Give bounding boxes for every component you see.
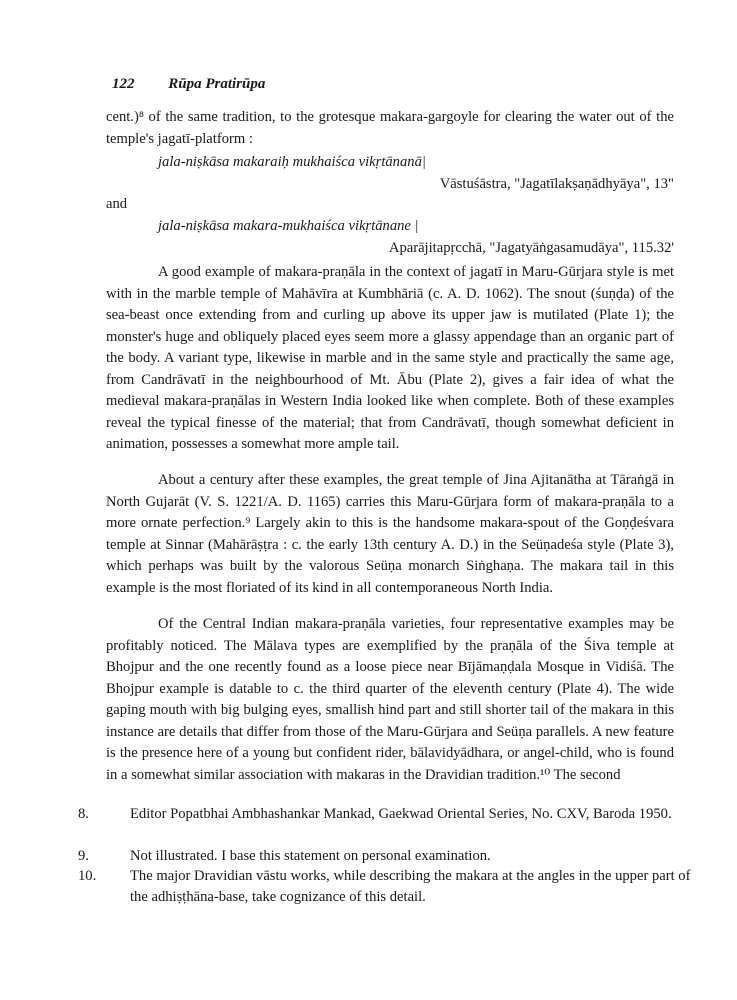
verse-2-source: Aparājitapṛcchā, "Jagatyāṅgasamudāya", 115.32': [388, 240, 674, 256]
footnote-8: [78, 804, 700, 825]
verse-1: jala-niṣkāsa makaraiḥ mukhaiśca vikṛtānanā|: [158, 154, 426, 170]
footnote-8-text: Editor Popatbhai Ambhashankar Mankad, Gaekwad Oriental Series, No. CXV, Baroda 1950.: [130, 806, 672, 822]
footnote-9-text: Not illustrated. I base this statement on personal examination.: [130, 848, 491, 864]
footnote-10: [78, 866, 700, 908]
footnote-10-number: 10.: [78, 868, 97, 884]
paragraph-central-india: Of the Central Indian makara-praṇāla varieties, four representative examples may be profitably noticed. The Mālava types are exemplified by the praṇāla of the Śiva temple at Bhojpur and the one recently found as a loose piece near Bījāmaṇḍala Mosque in Vidiśā. The Bhojpur example is datable to c. the third quarter of the eleventh century (Plate 4). The wide gaping mouth with big bulging eyes, smallish hind part and still shorter tail of the makara in this instance are details that differ from those of the Maru-Gūrjara and Seüṇa parallels. A new feature is the presence here of a young but confident rider, bālavidyādhara, or angel-child, who is found in a somewhat similar association with makaras in the Dravidian tradition.¹⁰ The second: [106, 616, 674, 783]
running-title: Rūpa Pratirūpa: [168, 76, 266, 92]
opening-paragraph: cent.)⁸ of the same tradition, to the grotesque makara-gargoyle for clearing the water out of the temple's jagatī-platform :: [106, 109, 674, 147]
paragraph-taranga: About a century after these examples, the great temple of Jina Ajitanātha at Tāraṅgā in North Gujarāt (V. S. 1221/A. D. 1165) carries this Maru-Gūrjara form of makara-praṇāla to a more ornate perfection.⁹ Largely akin to this is the handsome makara-spout of the Goṇḍeśvara temple at Sinnar (Mahārāṣṭra : c. the early 13th century A. D.) in the Seüṇadeśa style (Plate 3), which perhaps was built by the valorous Seüṇa monarch Siṅghaṇa. The makara tail in this example is the most floriated of its kind in all contemporaneous North India.: [106, 472, 674, 596]
footnote-9: [78, 846, 700, 867]
verse-2: jala-niṣkāsa makara-mukhaiśca vikṛtānane |: [158, 218, 419, 234]
running-header: [112, 76, 265, 93]
paragraph-kumbharia: A good example of makara-praṇāla in the context of jagatī in Maru-Gūrjara style is met with in the marble temple of Mahāvīra at Kumbhāriā (c. A. D. 1062). The snout (śuṇḍa) of the sea-beast once extending from and curling up above its upper jaw is mutilated (Plate 1); the monster's huge and obliquely placed eyes seem more a glassy appendage than an organic part of the body. A variant type, likewise in marble and in the same style and practically the same age, from Candrāvatī in the neighbourhood of Mt. Ābu (Plate 2), gives a fair idea of what the medieval makara-praṇālas in Western India looked like when complete. Both of these examples reveal the typical finesse of the material; that from Candrāvatī, though somewhat deficient in animation, possesses a somewhat more ample tail.: [106, 264, 674, 452]
footnote-8-number: 8.: [78, 806, 89, 822]
verse-1-source: Vāstuśāstra, "Jagatīlakṣaṇādhyāya", 13": [439, 176, 674, 192]
footnote-9-number: 9.: [78, 848, 89, 864]
and-label: and: [106, 196, 128, 212]
footnote-10-text: The major Dravidian vāstu works, while describing the makara at the angles in the upper part of the adhiṣṭhāna-base, take cognizance of this detail.: [130, 868, 691, 905]
page-number: 122: [112, 76, 135, 92]
